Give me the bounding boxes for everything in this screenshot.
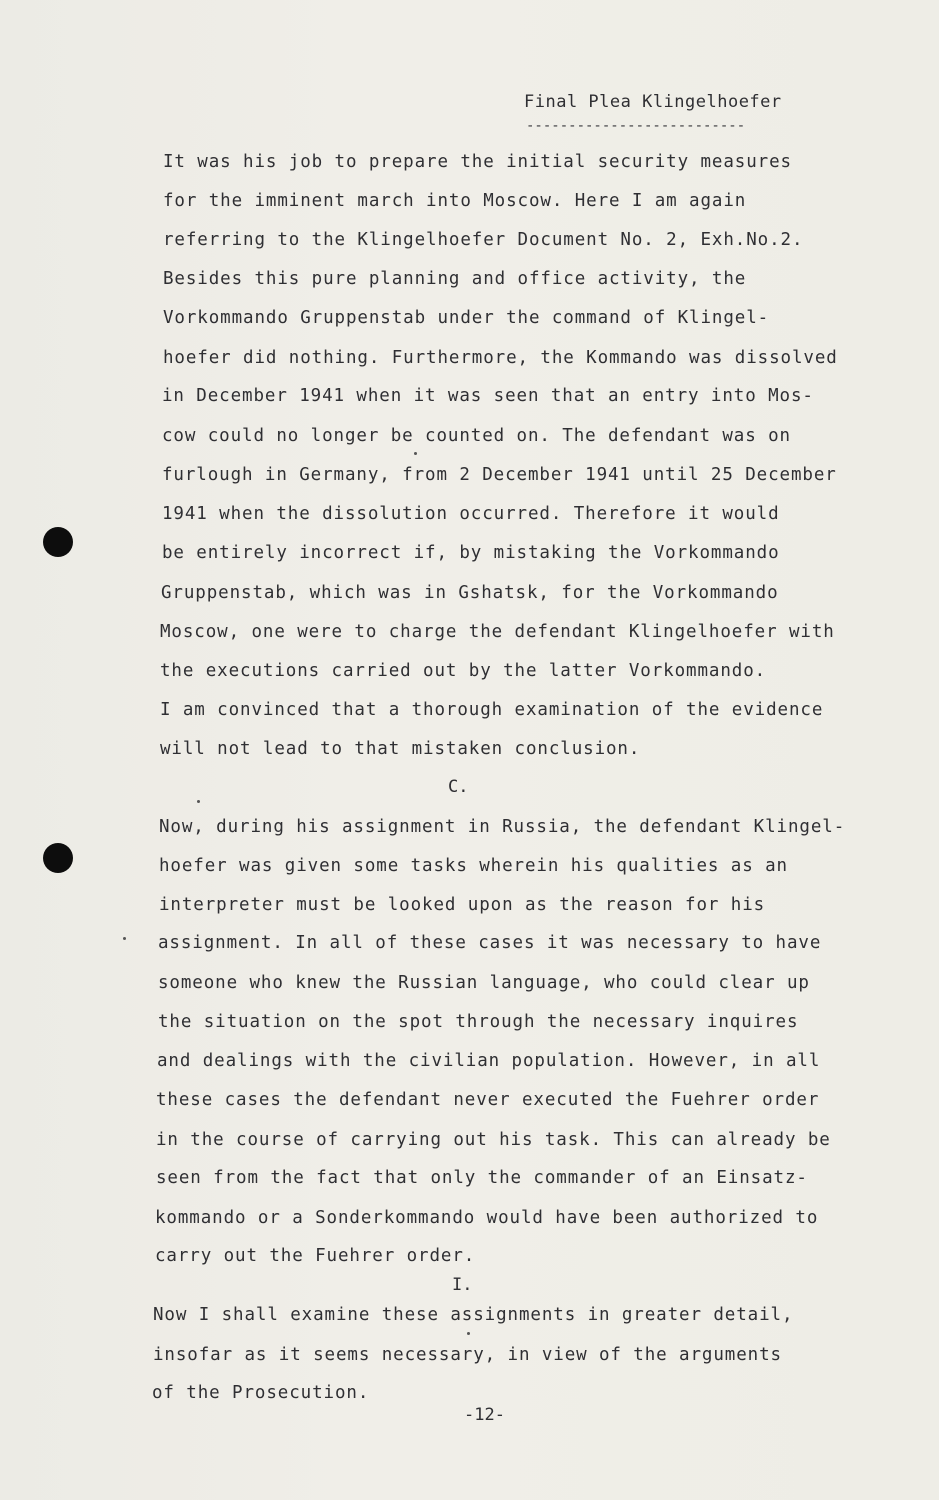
body-line: the situation on the spot through the necessary inquires	[158, 1012, 799, 1032]
body-line: I am convinced that a thorough examination of the evidence	[160, 700, 824, 720]
body-line: the executions carried out by the latter Vorkommando.	[160, 661, 767, 681]
body-line: Besides this pure planning and office activity, the	[163, 269, 747, 289]
punch-hole	[43, 843, 73, 873]
header-underline: --------------------------	[526, 118, 746, 134]
ink-speck	[467, 1332, 470, 1335]
section-heading-c: C.	[448, 777, 469, 797]
body-line: hoefer was given some tasks wherein his qualities as an	[159, 856, 788, 876]
section-heading-i: I.	[452, 1275, 473, 1295]
body-line: Now I shall examine these assignments in greater detail,	[153, 1305, 794, 1325]
body-line: will not lead to that mistaken conclusion.	[160, 739, 641, 759]
body-line: 1941 when the dissolution occurred. Therefore it would	[162, 504, 780, 524]
body-line: insofar as it seems necessary, in view of the arguments	[153, 1345, 782, 1365]
ink-speck	[414, 452, 417, 455]
body-line: cow could no longer be counted on. The defendant was on	[162, 426, 791, 446]
body-line: interpreter must be looked upon as the reason for his	[159, 895, 766, 915]
body-line: in the course of carrying out his task. This can already be	[156, 1130, 831, 1150]
page-number: -12-	[464, 1405, 505, 1425]
ink-speck	[123, 937, 126, 940]
punch-hole	[43, 527, 73, 557]
body-line: and dealings with the civilian population. However, in all	[157, 1051, 821, 1071]
body-line: in December 1941 when it was seen that an entry into Mos-	[162, 386, 814, 406]
body-line: Now, during his assignment in Russia, the defendant Klingel-	[159, 817, 846, 837]
ink-speck	[197, 800, 200, 803]
header-title: Final Plea Klingelhoefer	[524, 92, 782, 112]
body-line: assignment. In all of these cases it was necessary to have	[158, 933, 822, 953]
body-line: these cases the defendant never executed the Fuehrer order	[156, 1090, 820, 1110]
body-line: referring to the Klingelhoefer Document No. 2, Exh.No.2.	[163, 230, 804, 250]
body-line: kommando or a Sonderkommando would have been authorized to	[155, 1208, 819, 1228]
body-line: hoefer did nothing. Furthermore, the Kommando was dissolved	[163, 348, 838, 368]
body-line: for the imminent march into Moscow. Here I am again	[163, 191, 747, 211]
body-line: Gruppenstab, which was in Gshatsk, for the Vorkommando	[161, 583, 779, 603]
body-line: someone who knew the Russian language, who could clear up	[158, 973, 810, 993]
body-line: It was his job to prepare the initial security measures	[163, 152, 792, 172]
body-line: of the Prosecution.	[152, 1383, 370, 1403]
body-line: carry out the Fuehrer order.	[155, 1246, 476, 1266]
body-line: furlough in Germany, from 2 December 1941 until 25 December	[162, 465, 837, 485]
body-line: be entirely incorrect if, by mistaking the Vorkommando	[162, 543, 780, 563]
body-line: Moscow, one were to charge the defendant Klingelhoefer with	[160, 622, 835, 642]
body-line: Vorkommando Gruppenstab under the command of Klingel-	[163, 308, 770, 328]
body-line: seen from the fact that only the commander of an Einsatz-	[156, 1168, 808, 1188]
